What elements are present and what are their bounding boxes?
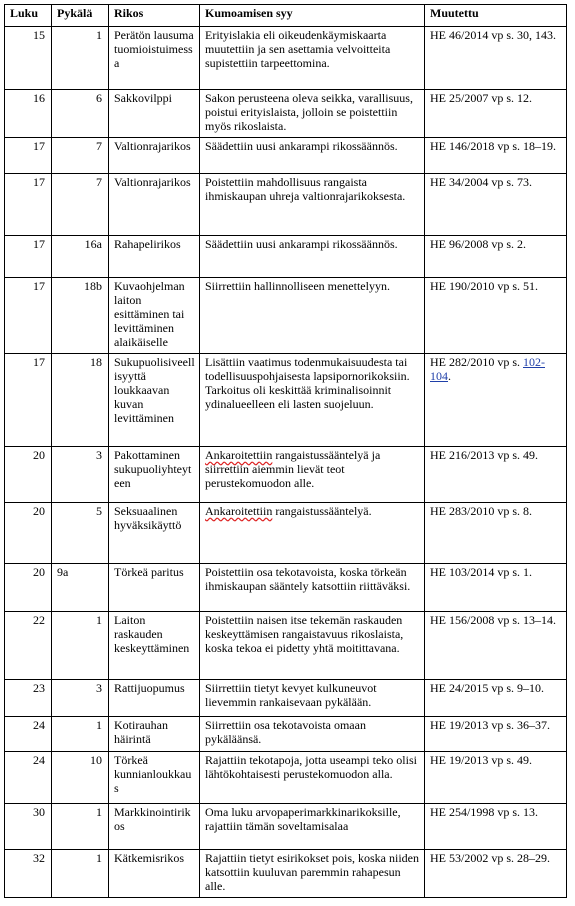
cell-syy: Lisättiin vaatimus todenmukaisuudesta tai todellisuuspohjaisesta lapsipornorikoksiin. Tarkoitus oli keskittää kriminalisoinnit ydinalueelleen eli lasten suojeluun. xyxy=(200,354,425,447)
cell-muutettu: HE 156/2008 vp s. 13–14. xyxy=(425,612,567,680)
cell-rikos: Törkeä kunnianloukkaus xyxy=(109,752,200,804)
cell-muutettu: HE 96/2008 vp s. 2. xyxy=(425,236,567,278)
cell-pykala: 3 xyxy=(52,680,109,717)
cell-rikos: Rattijuopumus xyxy=(109,680,200,717)
cell-muutettu: HE 283/2010 vp s. 8. xyxy=(425,503,567,564)
cell-syy: Siirrettiin tietyt kevyet kulkuneuvot lievemmin rankaisevaan pykälään. xyxy=(200,680,425,717)
cell-syy xyxy=(200,503,425,564)
cell-luku: 24 xyxy=(5,717,52,752)
cell-rikos: Kuvaohjelman laiton esittäminen tai levittäminen alaikäiselle xyxy=(109,278,200,354)
table-row xyxy=(5,90,567,138)
cell-syy: Poistettiin mahdollisuus rangaista ihmiskaupan uhreja valtionrajarikoksesta. xyxy=(200,174,425,236)
cell-syy: Rajattiin tekotapoja, jotta useampi teko olisi lähtökohtaisesti perustekomuodon alla. xyxy=(200,752,425,804)
cell-pykala: 6 xyxy=(52,90,109,138)
cell-rikos: Pakottaminen sukupuoliyhteyteen xyxy=(109,447,200,503)
cell-syy: Erityislakia eli oikeudenkäymiskaarta muutettiin ja sen asettamia velvoitteita supistettiin tarpeettomina. xyxy=(200,27,425,90)
cell-syy: Rajattiin tietyt esirikokset pois, koska niiden katsottiin kuuluvan paremmin rahapesun alle. xyxy=(200,850,425,898)
cell-pykala: 1 xyxy=(52,804,109,850)
table-row xyxy=(5,804,567,850)
cell-rikos: Seksuaalinen hyväksikäyttö xyxy=(109,503,200,564)
cell-luku: 17 xyxy=(5,174,52,236)
cell-syy: Poistettiin osa tekotavoista, koska törkeän ihmiskaupan sääntely katsottiin riittäväksi. xyxy=(200,564,425,612)
table-row xyxy=(5,612,567,680)
cell-luku: 30 xyxy=(5,804,52,850)
syy-text: rangaistussääntelyä. xyxy=(272,504,372,518)
cell-pykala: 18 xyxy=(52,354,109,447)
cell-luku: 16 xyxy=(5,90,52,138)
cell-luku: 17 xyxy=(5,138,52,174)
cell-muutettu: HE 190/2010 vp s. 51. xyxy=(425,278,567,354)
cell-muutettu: HE 25/2007 vp s. 12. xyxy=(425,90,567,138)
cell-rikos: Kotirauhan häirintä xyxy=(109,717,200,752)
table-row xyxy=(5,354,567,447)
page-range-link[interactable]: 102-104 xyxy=(430,355,545,383)
cell-syy: Säädettiin uusi ankarampi rikossäännös. xyxy=(200,138,425,174)
header-kumoamisen-syy: Kumoamisen syy xyxy=(200,5,425,27)
table-row xyxy=(5,447,567,503)
cell-luku: 17 xyxy=(5,354,52,447)
cell-pykala: 5 xyxy=(52,503,109,564)
cell-pykala: 1 xyxy=(52,717,109,752)
cell-rikos: Rahapelirikos xyxy=(109,236,200,278)
cell-luku: 17 xyxy=(5,278,52,354)
cell-pykala: 9a xyxy=(52,564,109,612)
cell-rikos: Kätkemisrikos xyxy=(109,850,200,898)
cell-rikos: Sakkovilppi xyxy=(109,90,200,138)
table-row xyxy=(5,717,567,752)
cell-luku: 17 xyxy=(5,236,52,278)
cell-muutettu: HE 103/2014 vp s. 1. xyxy=(425,564,567,612)
cell-muutettu: HE 254/1998 vp s. 13. xyxy=(425,804,567,850)
table-header-row xyxy=(5,5,567,27)
table-row xyxy=(5,236,567,278)
cell-pykala: 10 xyxy=(52,752,109,804)
cell-muutettu xyxy=(425,354,567,447)
cell-syy: Säädettiin uusi ankarampi rikossäännös. xyxy=(200,236,425,278)
cell-luku: 15 xyxy=(5,27,52,90)
cell-syy: Oma luku arvopaperimarkkinarikoksille, rajattiin tämän soveltamisalaa xyxy=(200,804,425,850)
cell-pykala: 3 xyxy=(52,447,109,503)
cell-syy: Siirrettiin hallinnolliseen menettelyyn. xyxy=(200,278,425,354)
cell-pykala: 18b xyxy=(52,278,109,354)
cell-muutettu: HE 46/2014 vp s. 30, 143. xyxy=(425,27,567,90)
cell-pykala: 1 xyxy=(52,27,109,90)
cell-luku: 20 xyxy=(5,503,52,564)
table-row xyxy=(5,27,567,90)
cell-muutettu: HE 34/2004 vp s. 73. xyxy=(425,174,567,236)
repealed-offences-table xyxy=(4,4,567,898)
cell-rikos: Laiton raskauden keskeyttäminen xyxy=(109,612,200,680)
cell-syy: Siirrettiin osa tekotavoista omaan pykäläänsä. xyxy=(200,717,425,752)
cell-syy: Poistettiin naisen itse tekemän raskauden keskeyttämisen rangaistavuus rikoslaista, koska tekoa ei pidetty yhtä moitittavana. xyxy=(200,612,425,680)
cell-luku: 22 xyxy=(5,612,52,680)
cell-muutettu: HE 19/2013 vp s. 49. xyxy=(425,752,567,804)
cell-muutettu: HE 19/2013 vp s. 36–37. xyxy=(425,717,567,752)
cell-luku: 20 xyxy=(5,564,52,612)
cell-luku: 23 xyxy=(5,680,52,717)
cell-syy: Sakon perusteena oleva seikka, varallisuus, poistui erityislaista, jolloin se poistettiin myös rikoslaista. xyxy=(200,90,425,138)
cell-rikos: Perätön lausuma tuomioistuimessa xyxy=(109,27,200,90)
cell-pykala: 1 xyxy=(52,612,109,680)
header-luku: Luku xyxy=(5,5,52,27)
cell-rikos: Valtionrajarikos xyxy=(109,174,200,236)
cell-pykala: 16a xyxy=(52,236,109,278)
table-row xyxy=(5,752,567,804)
cell-rikos: Sukupuolisiveellisyyttä loukkaavan kuvan levittäminen xyxy=(109,354,200,447)
table-row xyxy=(5,278,567,354)
cell-rikos: Valtionrajarikos xyxy=(109,138,200,174)
cell-syy xyxy=(200,447,425,503)
cell-pykala: 7 xyxy=(52,138,109,174)
cell-muutettu: HE 24/2015 vp s. 9–10. xyxy=(425,680,567,717)
header-muutettu: Muutettu xyxy=(425,5,567,27)
cell-rikos: Törkeä paritus xyxy=(109,564,200,612)
table-row xyxy=(5,680,567,717)
spellcheck-word: Ankaroitettiin xyxy=(205,448,273,462)
header-rikos: Rikos xyxy=(109,5,200,27)
muutettu-text: HE 282/2010 vp s. xyxy=(430,355,523,369)
cell-luku: 32 xyxy=(5,850,52,898)
cell-luku: 24 xyxy=(5,752,52,804)
cell-pykala: 1 xyxy=(52,850,109,898)
cell-luku: 20 xyxy=(5,447,52,503)
table-row xyxy=(5,503,567,564)
cell-pykala: 7 xyxy=(52,174,109,236)
table-row xyxy=(5,850,567,898)
table-wrapper xyxy=(4,4,567,898)
table-row xyxy=(5,138,567,174)
cell-muutettu: HE 53/2002 vp s. 28–29. xyxy=(425,850,567,898)
muutettu-period: . xyxy=(448,369,451,383)
table-row xyxy=(5,174,567,236)
syy-text: rangaistussääntelyä ja siirrettiin aiemmin lievät teot perustekomuodon alle. xyxy=(205,448,381,490)
cell-muutettu: HE 146/2018 vp s. 18–19. xyxy=(425,138,567,174)
spellcheck-word: Ankaroitettiin xyxy=(205,504,273,518)
table-row xyxy=(5,564,567,612)
cell-rikos: Markkinointirikos xyxy=(109,804,200,850)
cell-muutettu: HE 216/2013 vp s. 49. xyxy=(425,447,567,503)
header-pykala: Pykälä xyxy=(52,5,109,27)
